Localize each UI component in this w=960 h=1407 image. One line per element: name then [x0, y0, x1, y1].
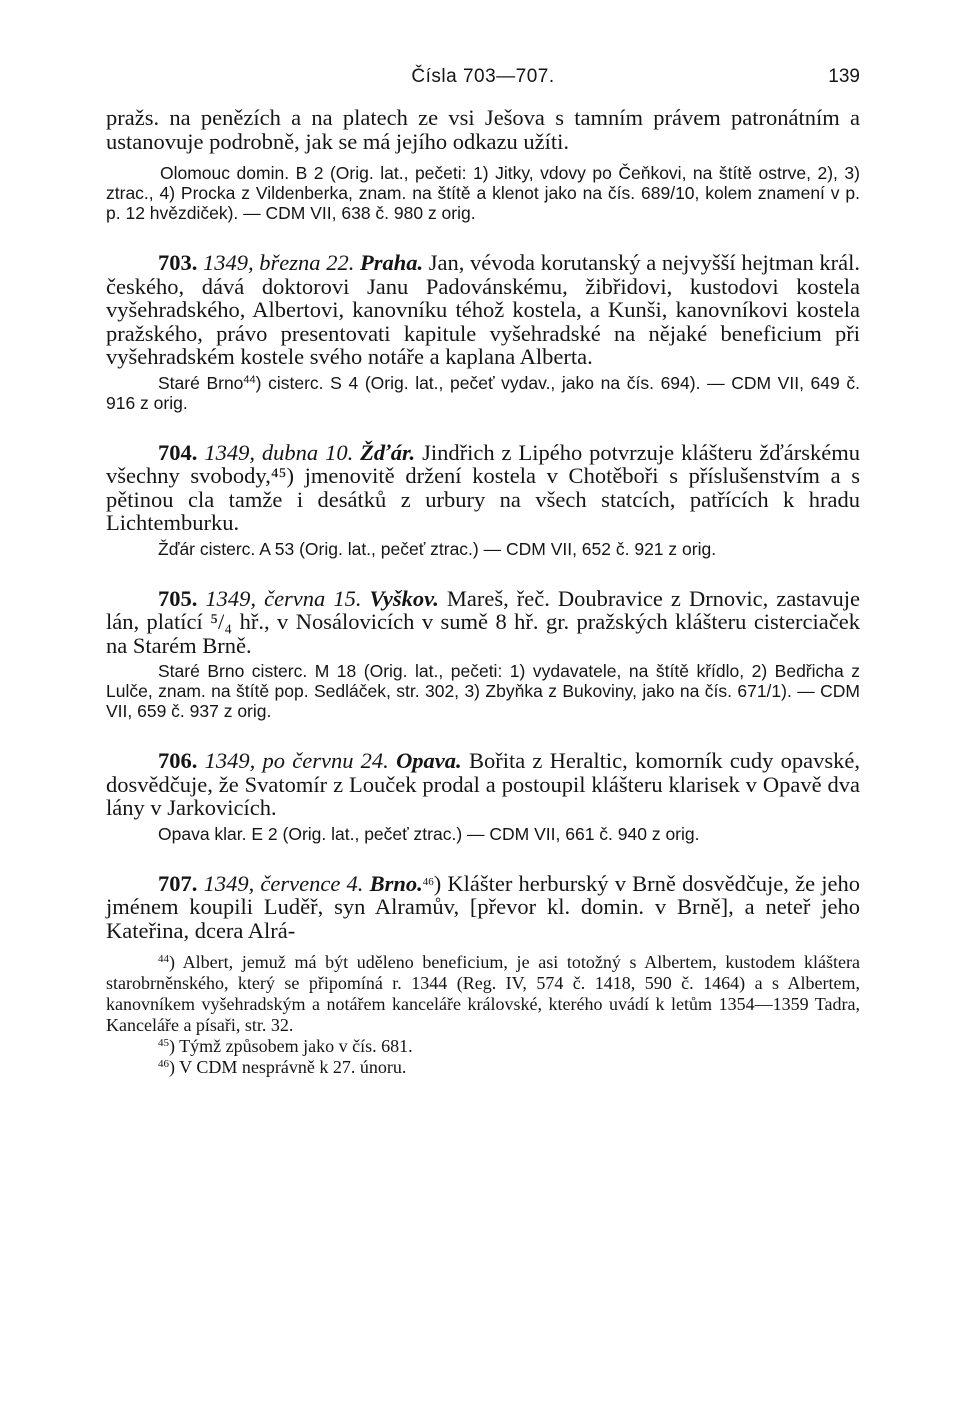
entry-date: 1349, po červnu 24. — [204, 748, 389, 773]
footnote-text: ) V CDM nesprávně k 27. únoru. — [169, 1057, 407, 1077]
entry-number: 705. — [158, 585, 198, 611]
entry-body — [106, 441, 860, 535]
entry-place: Vyškov. — [369, 585, 439, 611]
entry-703 — [106, 251, 860, 413]
entry-place: Brno. — [369, 870, 423, 896]
entry-704 — [106, 441, 860, 559]
page-number: 139 — [828, 66, 860, 87]
footnote-mark: 44 — [158, 953, 169, 965]
entry-source: Opava klar. E 2 (Orig. lat., pečeť ztrac.) — CDM VII, 661 č. 940 z orig. — [158, 823, 700, 844]
entry-body — [106, 587, 860, 658]
entry-body — [106, 749, 860, 820]
entry-date: 1349, března 22. — [203, 250, 355, 275]
entry-body — [106, 872, 860, 943]
entry-text: Jindřich z Lipého potvrzuje klášteru žďárskému všechny svobody,⁴⁵) jmenovitě držení kostela v Chotěboři s příslušenstvím a s pětinou cla tamže i desátků z urbury na všech statcích, patřících k hradu Lichtemburku. — [106, 439, 861, 535]
entry-text: Bořita z Heraltic, komorník cudy opavské, dosvědčuje, že Svatomír z Louček prodal a postoupil klášteru klarisek v Opavě dva lány v Jarkovicích. — [106, 748, 861, 820]
entry-707 — [106, 872, 860, 943]
entry-number: 703. — [158, 250, 198, 275]
footnote-text: ) Albert, jemuž má být uděleno beneficium, je asi totožný s Albertem, kustodem kláštera starobrněnského, který se připomíná r. 1344 (Reg. IV, 574 č. 1418, 590 č. 1464) a s Albertem, kanovníkem vyšehradským a notářem kanceláře královské, kterého uvádí k letům 1354—1359 Tadra, Kanceláře a písaři, str. 32. — [106, 952, 860, 1035]
entry-text: Jan, vévoda korutanský a nejvyšší hejtman král. českého, dává doktorovi Janu Padovánskému, žibřidovi, kustodovi kostela vyšehradského, Albertovi, kanovníku téhož kostela, a Kunši, kanovníkovi kostela pražského, právo presentovati kapitule vyšehradské na nějaké beneficium při vyšehradském kostele svého notáře a kaplana Alberta. — [106, 250, 861, 369]
entry-source: Staré Brno cisterc. M 18 (Orig. lat., pečeti: 1) vydavatele, na štítě křídlo, 2) Bedřicha z Lulče, znam. na štítě pop. Sedláček, str. 302, 3) Zbyňka z Bukoviny, jako na čís. 671/1). — CDM VII, 659 č. 937 z orig. — [106, 661, 860, 721]
source-post: ) cisterc. S 4 (Orig. lat., pečeť vydav., jako na čís. 694). — CDM VII, 649 č. 916 z orig. — [106, 372, 860, 413]
footnote-ref: 46 — [422, 875, 434, 888]
entry-source — [106, 373, 860, 413]
entry-source: Žďár cisterc. A 53 (Orig. lat., pečeť ztrac.) — CDM VII, 652 č. 921 z orig. — [158, 538, 717, 559]
source-pre: Staré Brno — [158, 372, 244, 393]
footnote-45 — [106, 1036, 860, 1057]
entry-place: Opava. — [396, 748, 462, 773]
entry-text: Mareš, řeč. Doubravice z Drnovic, zastavuje lán, platící ⁵/₄ hř., v Nosálovicích v sumě 8 hř. gr. pražských klášteru cisterciaček na Starém Brně. — [106, 585, 861, 658]
intro-text: pražs. na penězích a na platech ze vsi Ješova s tamním právem patronátním a ustanovuje podrobně, jak se má jejího odkazu užíti. — [106, 105, 860, 154]
entry-body — [106, 251, 860, 369]
entry-place: Praha. — [359, 250, 424, 275]
intro-source: Olomouc domin. B 2 (Orig. lat., pečeti: 1) Jitky, vdovy po Čeňkovi, na štítě ostrve, 2), 3) ztrac., 4) Procka z Vildenberka, znam. na štítě a klenot jako na čís. 689/10, kolem znamení v p. p. 12 hvězdiček). — CDM VII, 638 č. 980 z orig. — [106, 163, 860, 223]
entry-place: Žďár. — [360, 439, 416, 465]
entry-number: 704. — [158, 439, 198, 465]
footnote-text: ) Týmž způsobem jako v čís. 681. — [169, 1036, 413, 1056]
entry-date: 1349, dubna 10. — [204, 439, 354, 465]
entry-date: 1349, června 15. — [205, 585, 362, 611]
footnote-mark: 46 — [158, 1058, 169, 1070]
footnote-mark: 45 — [158, 1037, 169, 1049]
entry-number: 706. — [158, 748, 198, 773]
footnote-46 — [106, 1057, 860, 1078]
entry-date: 1349, července 4. — [203, 870, 364, 896]
header-title: Čísla 703—707. — [411, 66, 555, 87]
entry-text: ) Klášter herburský v Brně dosvědčuje, že jeho jménem koupili Luděř, syn Alramův, [převor kl. domin. v Brně], a neteř jeho Kateřina, dcera Alrá- — [106, 870, 861, 943]
entry-number: 707. — [158, 870, 198, 896]
running-header — [106, 66, 860, 106]
footnote-ref: 44 — [243, 373, 256, 386]
entry-705 — [106, 587, 860, 722]
footnotes — [106, 952, 860, 1078]
entry-706 — [106, 749, 860, 844]
footnote-44 — [106, 952, 860, 1036]
